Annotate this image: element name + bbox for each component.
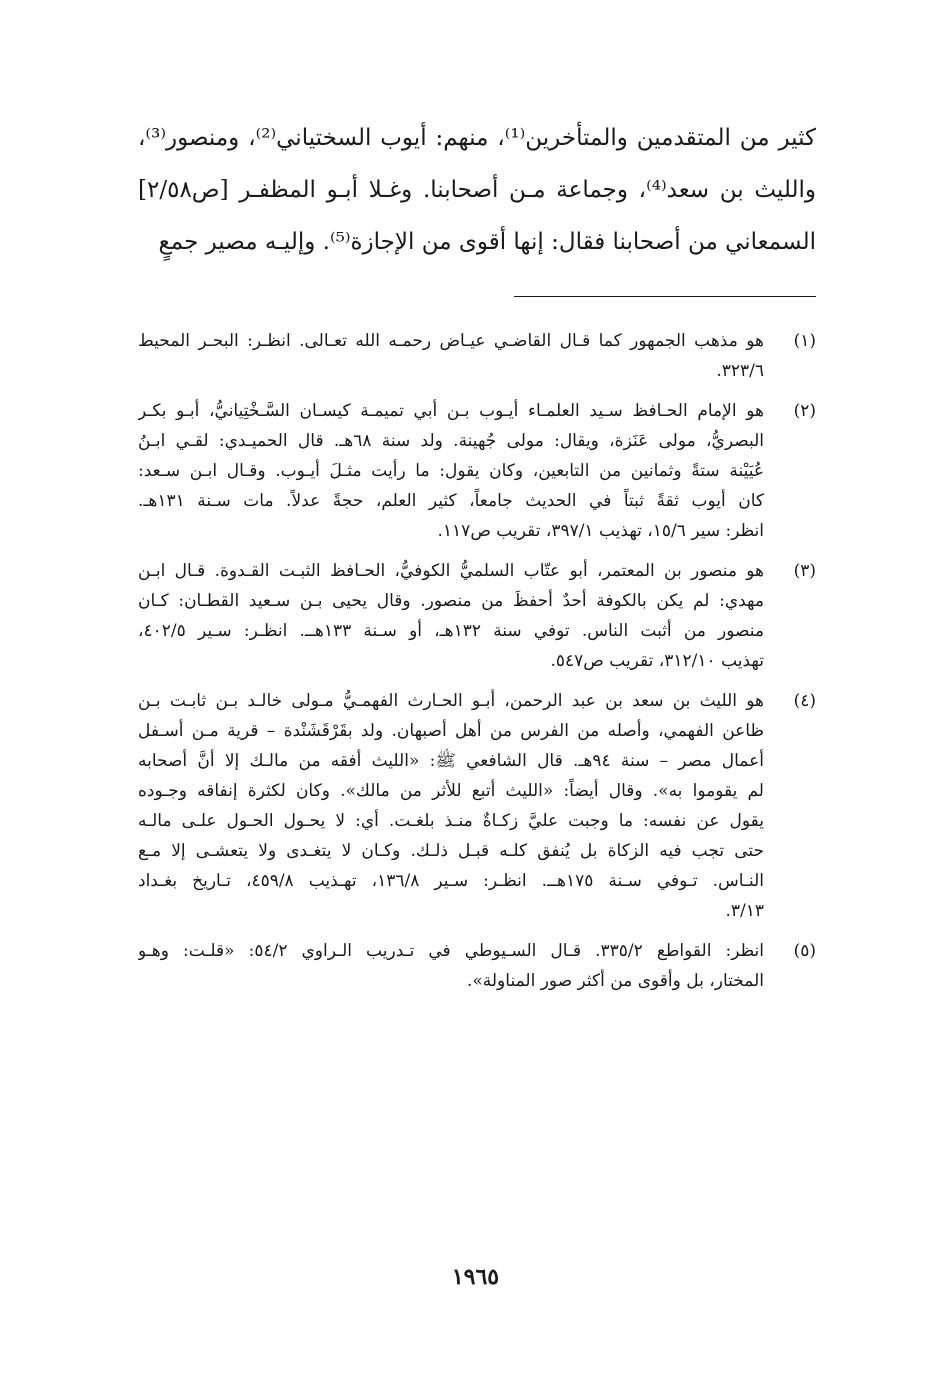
footnote-line: حتى تجب فيه الزكاة بل يُنفق كلـه قبـل ذلـك. وكـان لا يتغـدى ولا يتعشـى إلا مـع (138, 841, 764, 861)
footnote-line: هو مذهب الجمهور كما قـال القاضـي عيـاض رحمـه الله تعـالى. انظـر: البحـر المحيط (138, 331, 764, 351)
footnote-divider (514, 296, 816, 297)
footnote-line: البصريُّ، مولى عَنَزة، ويقال: مولى جُهينة. ولد سنة ٦٨هـ. قال الحميـدي: لقـي ابـنُ (138, 431, 764, 451)
footnote-line: هو الليث بن سعد بن عبد الرحمن، أبـو الحـارث الفهمـيُّ مـولى خالـد بـن ثابـت بـن (138, 691, 764, 711)
footnote-number: (٥) (793, 941, 816, 961)
main-text (138, 112, 816, 268)
footnote-line: كان أيوب ثقةً ثبتاً في الحديث جامعاً، كثير العلم، حجةً عدلاً. مات سـنة ١٣١هـ. (138, 491, 764, 511)
footnote-line: هو الإمام الحـافظ سـيد العلمـاء أيـوب بـن أبي تميمـة كيسـان السَّـخْتِيانيُّ، أبـو بكـر (138, 401, 764, 421)
main-text-line: كثير من المتقدمين والمتأخرين⁽¹⁾، منهم: أيوب السختياني⁽²⁾، ومنصور⁽³⁾، (138, 125, 816, 151)
footnote-4 (138, 686, 816, 926)
footnote-line: النـاس. تـوفي سـنة ١٧٥هــ. انظـر: سـير ١٣٦/٨، تهـذيب ٤٥٩/٨، تـاريخ بغـداد (138, 871, 764, 891)
footnote-5 (138, 936, 816, 996)
footnote-line: لم يقوموا به». وقال أيضاً: «الليث أتبع للأثر من مالك». وكان لكثرة إنفاقه وجـوده (138, 781, 764, 801)
footnote-line: تهذيب ٣١٢/١٠، تقريب ص٥٤٧. (550, 651, 764, 671)
footnote-line: ٣٢٣/٦. (716, 361, 764, 381)
footnote-number: (٢) (793, 401, 816, 421)
main-text-line: والليث بن سعد⁽⁴⁾، وجماعة مـن أصحابنا. وغـلا أبـو المظفـر [ص٢/٥٨] (138, 177, 816, 203)
footnote-line: هو منصور بن المعتمر، أبو عتّاب السلميُّ الكوفيُّ، الحـافظ الثبـت القـدوة. قـال ابـن (138, 561, 764, 581)
footnotes (138, 326, 816, 1006)
footnote-line: المختار، بل وأقوى من أكثر صور المناولة». (466, 971, 764, 991)
footnote-2 (138, 396, 816, 546)
footnote-line: منصور من أثبت الناس. توفي سنة ١٣٢هـ، أو سـنة ١٣٣هــ. انظـر: سـير ٤٠٢/٥، (138, 621, 764, 641)
footnote-line: انظر: القواطع ٣٣٥/٢. قـال السـيوطي في تـدريب الـراوي ٥٤/٢: «قلـت: وهـو (138, 941, 764, 961)
main-text-line: السمعاني من أصحابنا فقال: إنها أقوى من الإجازة⁽⁵⁾. وإليـه مصير جمعٍ (158, 229, 816, 255)
footnote-line: انظر: سير ١٥/٦، تهذيب ٣٩٧/١، تقريب ص١١٧. (437, 521, 764, 541)
footnote-line: أعمال مصر – سنة ٩٤هـ. قال الشافعي ﷺ: «الليث أفقه من مالـك إلا أنَّ أصحابه (138, 751, 764, 771)
footnote-1 (138, 326, 816, 386)
footnote-line: ٣/١٣. (725, 901, 764, 921)
footnote-line: مهدي: لم يكن بالكوفة أحدٌ أحفظَ من منصور. وقال يحيى بـن سـعيد القطـان: كـان (138, 591, 764, 611)
footnote-number: (٤) (793, 691, 816, 711)
footnote-line: ظاعن الفهمي، وأصله من الفرس من أهل أصبهان. ولد بقَرْقَشَنْدة – قرية مـن أسـفل (138, 721, 764, 741)
footnote-3 (138, 556, 816, 676)
page-number: ١٩٦٥ (451, 1264, 500, 1290)
footnote-number: (١) (793, 331, 816, 351)
footnote-number: (٣) (793, 561, 816, 581)
footnote-line: يقول عن نفسه: ما وجبت عليَّ زكـاةٌ منـذ بلغـت. أي: لا يحـول الحـول علـى مالـه (138, 811, 764, 831)
footnote-line: عُيَيْنة ستةً وثمانين من التابعين، وكان يقول: ما رأيت مثـلَ أيـوب. وقـال ابـن سـعد: (138, 461, 764, 481)
